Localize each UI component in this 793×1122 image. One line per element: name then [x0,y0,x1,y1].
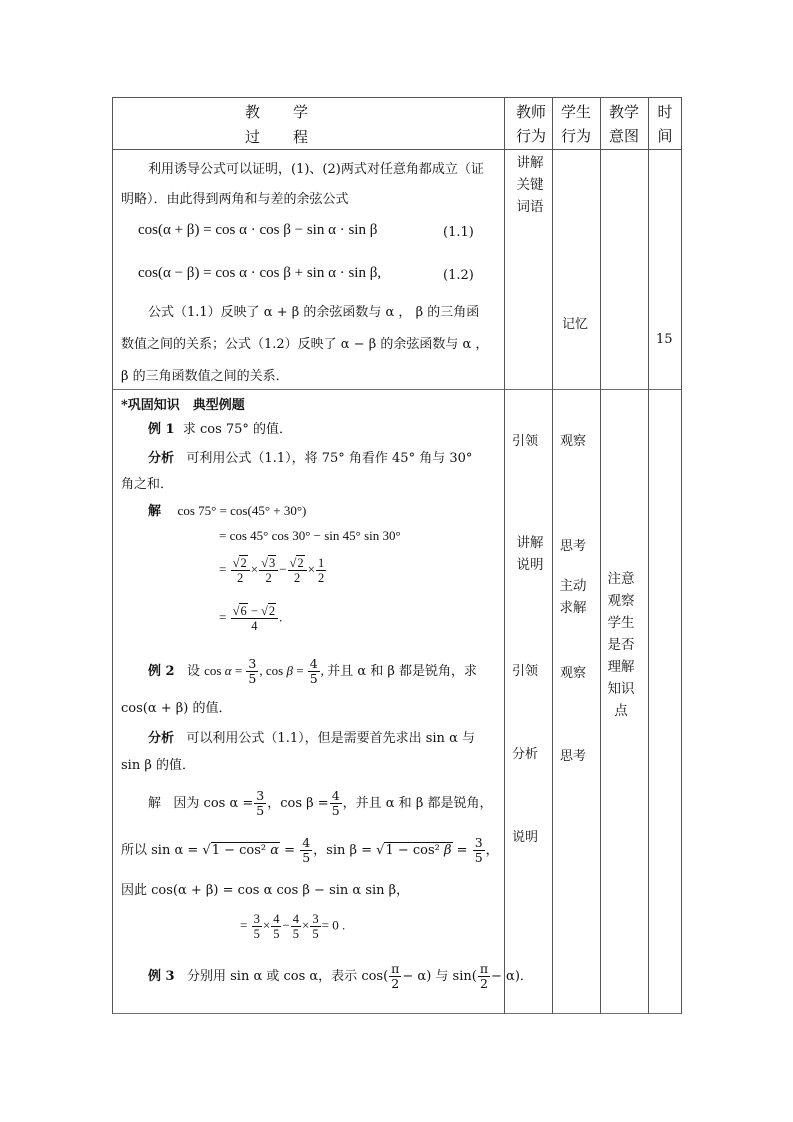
example1-analysis-line2: 角之和． [121,477,174,492]
header-teaching-intent: 教学意图 [608,103,639,145]
header-student-behavior: 学生行为 [560,103,591,145]
example2-solution-line1b: ，cos β = [267,796,329,811]
example2-solution-line4: = $\frac{3}{5}$ × $\frac{4}{5}$ − $\frac{4}{5}$ × $\frac{3}{5}$ = 0 . [240,912,346,941]
formula-cos-sum: cos(α + β) = cos α · cos β − sin α · sin β [138,222,378,238]
col-divider-4 [648,97,649,1014]
section-divider [112,389,682,390]
example1-solution-step2: = cos 45° cos 30° − sin 45° sin 30° [219,528,401,543]
example2-solution-line1c: ，并且 α 和 β 都是锐角， [342,796,493,811]
example2-solution-line2b: ，sin β = [313,843,373,858]
header-time: 时间 [657,103,673,145]
example3-label: 例 3 [148,969,175,984]
example2-solution-label: 解 [148,796,162,811]
section2-teacher-4: 分析 [512,747,539,762]
formula-cos-sum-tag: (1.1) [443,225,474,240]
example1 [148,418,292,437]
header-process-line2: 过 程 [245,128,310,146]
example2-analysis-label: 分析 [148,731,175,746]
formula-cos-diff-tag: (1.2) [443,268,474,283]
example2-line2: cos(α + β) 的值． [121,701,232,716]
section2-teacher-1: 引领 [512,434,539,449]
section2-teaching-intent: 注意观察学生是否理解知识点 [607,571,635,719]
example2: 例 2 设 cos α = $\frac{3}{5}$ , cos β = $\frac{4}{5}$ , 并且 α 和 β 都是锐角，求 [148,656,478,686]
example1-solution-step4: = $\frac{√6 - √2}{4}$ . [219,604,283,633]
header-teacher-behavior: 教师行为 [515,103,546,145]
header-bottom-border [112,149,682,150]
section2-teacher-2: 讲解说明 [516,535,544,573]
example2-analysis-line1: 可以利用公式（1.1），但是需要首先求出 sin α 与 [186,731,475,746]
section1-para2-line2: 数值之间的关系；公式（1.2）反映了 α − β 的余弦函数与 α ， [121,337,489,352]
section2-student-3: 主动求解 [559,578,587,616]
section2-student-2: 思考 [560,539,587,554]
section1-teacher-behavior: 讲解关键词语 [516,155,544,215]
section2-student-5: 思考 [560,749,587,764]
col-divider-1 [504,97,505,1014]
example1-analysis-line1: 可利用公式（1.1），将 75° 角看作 45° 角与 30° [186,451,473,466]
example1-solution-step1: cos 75° = cos(45° + 30°) [177,503,307,518]
example2-analysis [148,727,475,746]
example2-label: 例 2 [148,664,175,679]
section1-para1-line1: 利用诱导公式可以证明，(1)、(2)两式对任意角都成立（证 [148,162,484,177]
col-divider-2 [552,97,553,1014]
table-top-border [112,97,682,98]
section1-para2-line1: 公式（1.1）反映了 α + β 的余弦函数与 α ， β 的三角函 [148,305,480,320]
example2-solution-line3: 因此 cos(α + β) = cos α cos β − sin α sin β， [121,883,410,898]
example1-solution-line1 [148,500,306,519]
example1-label: 例 1 [148,422,175,437]
example2-text-a: 设 [186,664,200,679]
header-process-line1: 教 学 [245,103,310,121]
section2-heading-text: *巩固知识 典型例题 [121,398,245,413]
section2-student-1: 观察 [560,434,587,449]
section1-para1-line2: 明略）．由此得到两角和与差的余弦公式 [121,192,349,207]
section2-teacher-3: 引领 [512,664,539,679]
example3: 例 3 分别用 sin α 或 cos α，表示 cos( $\frac{\pi}{2}$ − α) 与 sin( $\frac{\pi}{2}$ − α)． [148,961,533,991]
example1-analysis-label: 分析 [148,451,175,466]
example3-text-b: − α) 与 sin( [402,969,477,984]
col-divider-3 [600,97,601,1014]
example3-text-c: − α)． [491,969,533,984]
example2-text-b: 并且 α 和 β 都是锐角，求 [327,664,478,679]
example2-solution-line2a: 所以 sin α = [121,843,199,858]
formula-cos-diff: cos(α − β) = cos α · cos β + sin α · sin β, [138,265,382,281]
example1-solution-label: 解 [148,504,162,519]
example1-analysis [148,447,472,466]
section2-student-4: 观察 [560,666,587,681]
example2-solution-line2: 所以 sin α = √1 − cos² α = $\frac{4}{5}$ ，sin β = √1 − cos² β = $\frac{3}{5}$ ， [121,835,499,865]
section2-heading [121,394,245,413]
table-left-border [112,97,113,1014]
example2-solution-line1: 解 因为 cos α = $\frac{3}{5}$ ，cos β = $\frac{4}{5}$ ，并且 α 和 β 都是锐角， [148,788,493,818]
example1-question: 求 cos 75° 的值． [182,422,293,437]
example1-solution-step3: = $\frac{√2}{2}$ × $\frac{√3}{2}$ − $\frac{√2}{2}$ × $\frac{1}{2}$ [219,556,325,585]
section1-para2-line3: β 的三角函数值之间的关系． [121,369,289,384]
section1-student-behavior: 记忆 [562,317,589,332]
section2-teacher-5: 说明 [512,830,539,845]
example2-solution-line1a: 因为 cos α = [173,796,254,811]
section1-time: 15 [656,332,673,347]
table-bottom-border [112,1013,682,1014]
table-right-border [681,97,682,1014]
example2-analysis-line2: sin β 的值． [121,758,195,773]
example3-text-a: 分别用 sin α 或 cos α，表示 cos( [186,969,389,984]
